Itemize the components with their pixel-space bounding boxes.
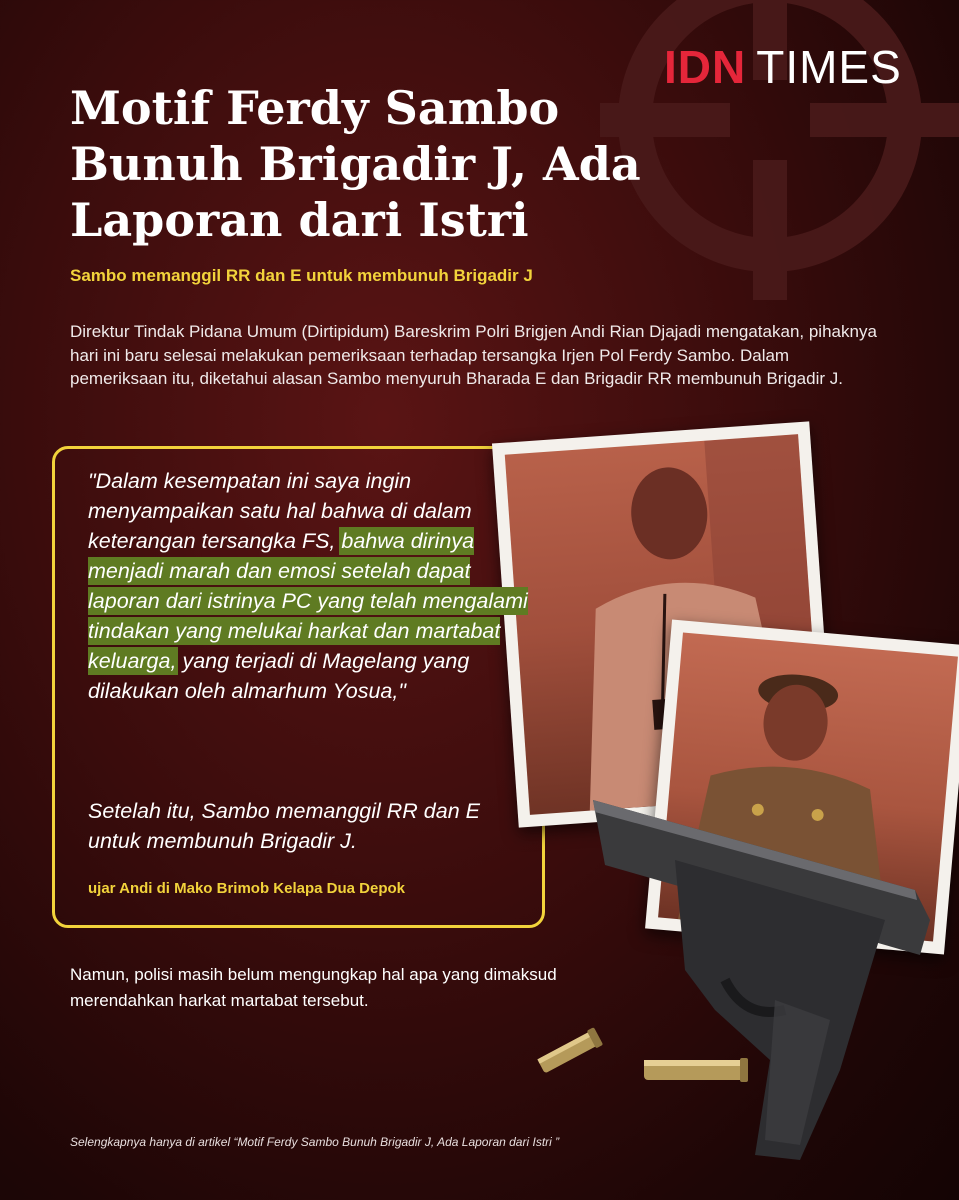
bullet-casing-2 [640,1050,752,1090]
logo-idn: IDN [664,41,747,93]
pistol-image [585,770,945,1170]
footer-note: Selengkapnya hanya di artikel “Motif Ferdy Sambo Bunuh Brigadir J, Ada Laporan dari Istri ” [70,1135,560,1149]
page-title: Motif Ferdy Sambo Bunuh Brigadir J, Ada Laporan dari Istri [70,81,641,247]
logo-times: TIMES [756,41,902,93]
intro-paragraph: Direktur Tindak Pidana Umum (Dirtipidum) Bareskrim Polri Brigjen Andi Rian Djajadi mengatakan, pihaknya hari ini baru selesai melakukan pemeriksaan terhadap tersangka Irjen Pol Ferdy Sambo. Dalam pemeriksaan itu, diketahui alasan Sambo menyuruh Bharada E dan Brigadir RR membunuh Brigadir J. [70,322,877,388]
bullet-casing-1 [532,1020,612,1080]
quote-highlight: bahwa dirinya menjadi marah dan emosi setelah dapat laporan dari istrinya PC yang telah mengalami tindakan yang melukai harkat dan martabat keluarga, [88,529,528,673]
subtitle: Sambo memanggil RR dan E untuk membunuh Brigadir J [70,266,533,285]
quote-part2: yang terjadi di Magelang yang dilakukan oleh almarhum Yosua," [88,649,470,703]
quote-text [88,466,528,706]
quote-conclusion: Setelah itu, Sambo memanggil RR dan E untuk membunuh Brigadir J. [88,799,480,853]
quote-part1: "Dalam kesempatan ini saya ingin menyampaikan satu hal bahwa di dalam keterangan tersangka FS, [88,469,472,553]
closing-paragraph: Namun, polisi masih belum mengungkap hal apa yang dimaksud merendahkan harkat martabat tersebut. [70,965,557,1010]
quote-attribution: ujar Andi di Mako Brimob Kelapa Dua Depok [88,880,405,897]
